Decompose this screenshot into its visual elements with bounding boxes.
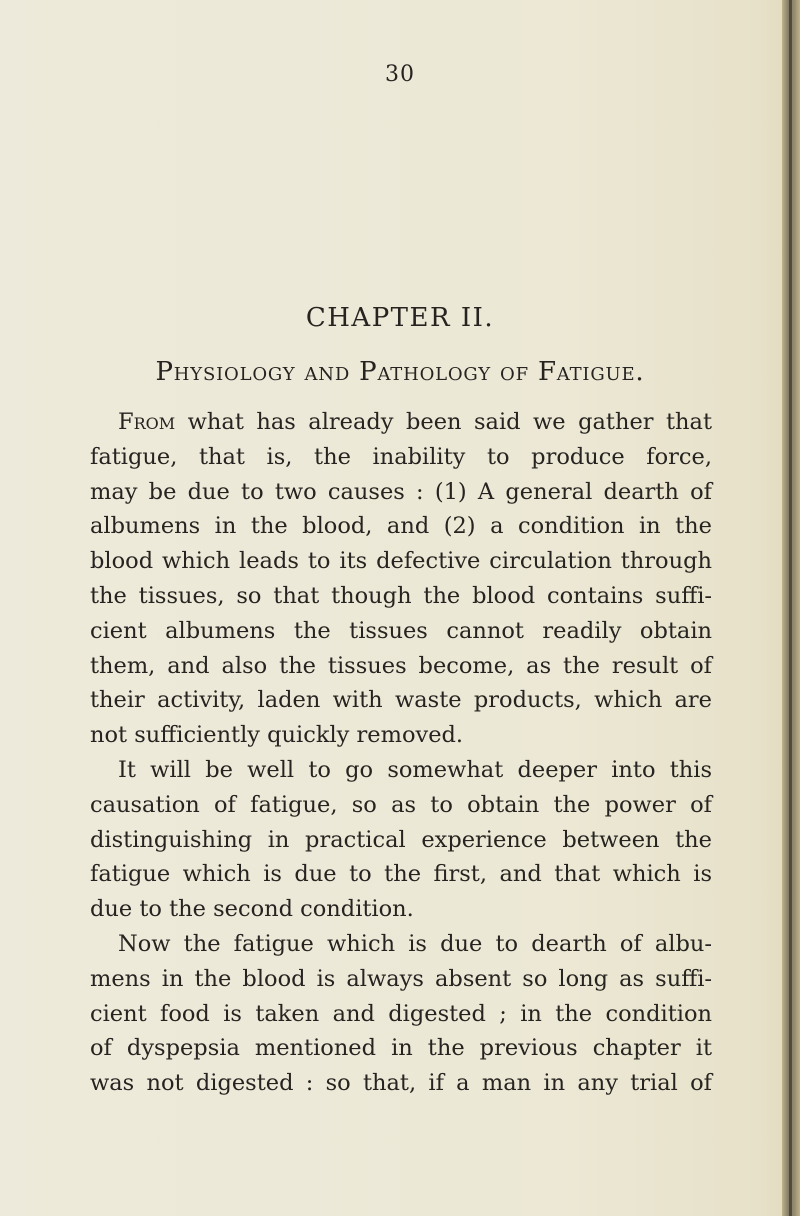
text-line: the tissues, so that though the blood contains suffi- bbox=[90, 582, 712, 609]
text-line: fatigue which is due to the first, and that which is bbox=[90, 861, 712, 888]
body-text bbox=[90, 405, 712, 1101]
text-line: distinguishing in practical experience between the bbox=[90, 826, 712, 853]
text-line: due to the second condition. bbox=[90, 896, 414, 923]
text-line: was not digested : so that, if a man in any trial of bbox=[90, 1070, 712, 1097]
text-line: albumens in the blood, and (2) a condition in the bbox=[90, 513, 712, 540]
text-line: fatigue, that is, the inability to produce force, bbox=[90, 443, 712, 470]
text-line: not sufficiently quickly removed. bbox=[90, 722, 464, 749]
chapter-title: Physiology and Pathology of Fatigue. bbox=[155, 357, 645, 387]
text-line: may be due to two causes : (1) A general dearth of bbox=[90, 478, 712, 505]
text-line: It will be well to go somewhat deeper into this bbox=[118, 756, 712, 783]
chapter-heading: CHAPTER II. bbox=[305, 303, 495, 333]
text-line: causation of fatigue, so as to obtain the power of bbox=[90, 791, 712, 818]
paragraph-lead-word: From bbox=[118, 409, 176, 435]
text-line: of dyspepsia mentioned in the previous chapter it bbox=[90, 1035, 712, 1062]
text-line: cient albumens the tissues cannot readily obtain bbox=[90, 617, 712, 644]
text-line: blood which leads to its defective circulation through bbox=[90, 548, 712, 575]
text-line: cient food is taken and digested ; in the condition bbox=[90, 1000, 712, 1027]
binding-edge bbox=[789, 0, 792, 1216]
text-line: Now the fatigue which is due to dearth of albu- bbox=[118, 930, 712, 957]
text-line: them, and also the tissues become, as the result of bbox=[90, 652, 712, 679]
text-line: From what has already been said we gather that bbox=[118, 409, 712, 435]
page-number: 30 bbox=[385, 62, 415, 87]
text-line: mens in the blood is always absent so long as suffi- bbox=[90, 965, 712, 992]
text-line: their activity, laden with waste products, which are bbox=[90, 687, 712, 714]
